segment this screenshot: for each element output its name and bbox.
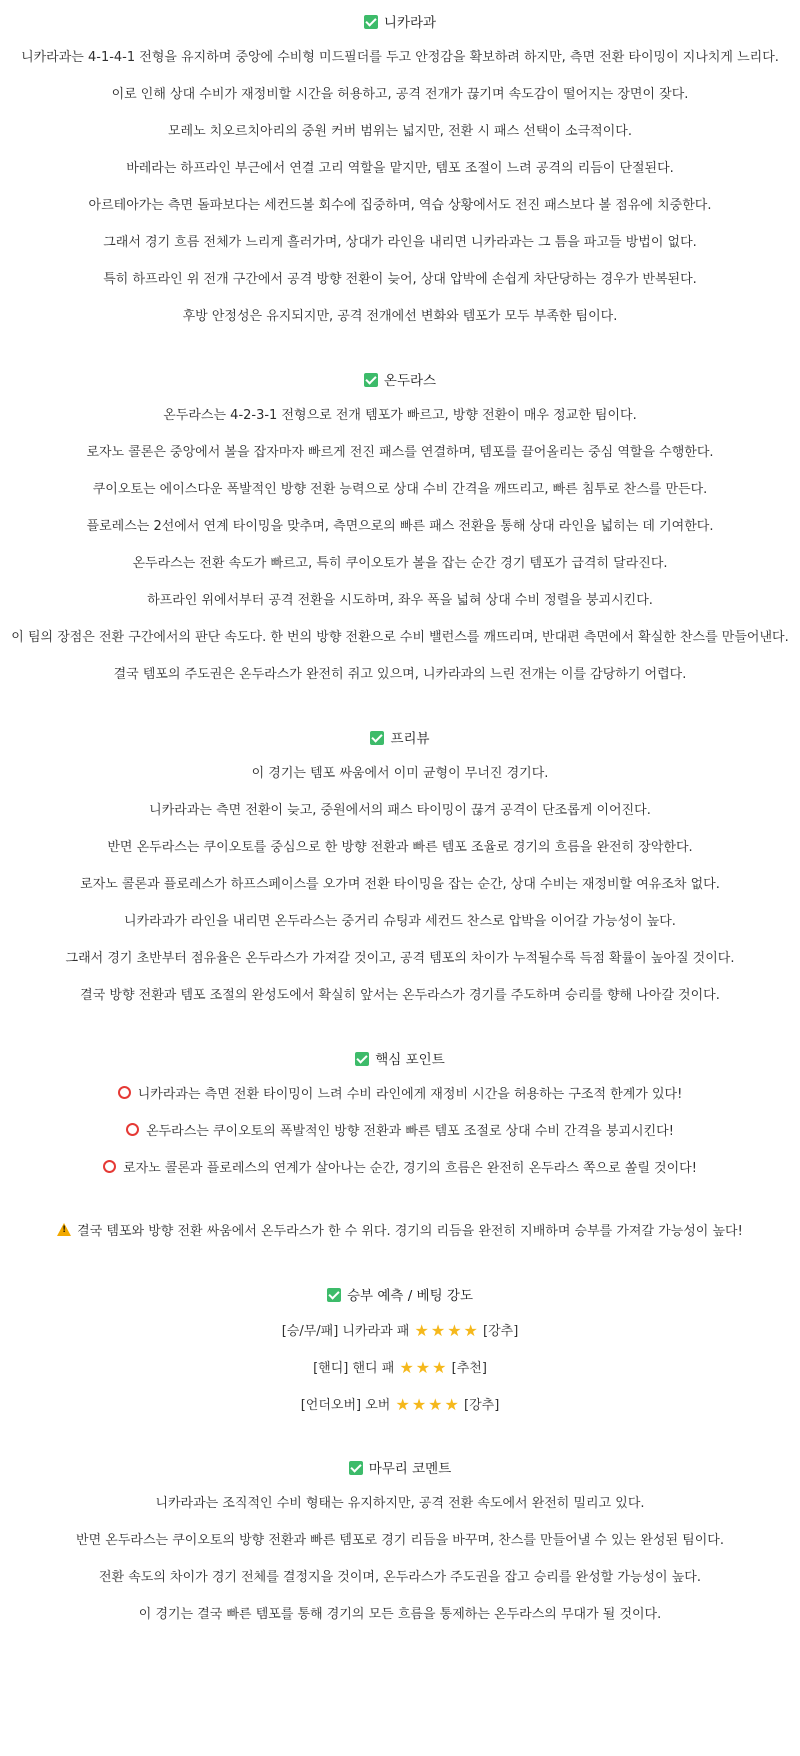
paragraph: 이 팀의 장점은 전환 구간에서의 판단 속도다. 한 번의 방향 전환으로 수비 밸런스를 깨뜨리며, 반대편 측면에서 확실한 찬스를 만들어낸다. (11, 630, 789, 645)
section-heading (10, 12, 790, 34)
check-icon (370, 731, 384, 745)
warning-text: 결국 템포와 방향 전환 싸움에서 온두라스가 한 수 위다. 경기의 리듬을 완전히 지배하며 승부를 가져갈 가능성이 높다! (77, 1224, 743, 1239)
bet-line (10, 1358, 790, 1379)
paragraph: 로자노 콜론과 플로레스가 하프스페이스를 오가며 전환 타이밍을 잡는 순간, 상대 수비는 재정비할 여유조차 없다. (80, 877, 720, 892)
star-icon: ★ (430, 1321, 446, 1340)
paragraph: 쿠이오토는 에이스다운 폭발적인 방향 전환 능력으로 상대 수비 간격을 깨뜨리고, 빠른 침투로 찬스를 만든다. (92, 482, 708, 497)
paragraph: 온두라스는 4-2-3-1 전형으로 전개 템포가 빠르고, 방향 전환이 매우 정교한 팀이다. (163, 408, 637, 423)
section-heading (10, 370, 790, 392)
paragraph: 니카라과는 측면 전환이 늦고, 중원에서의 패스 타이밍이 끊겨 공격이 단조롭게 이어진다. (149, 803, 651, 818)
star-icon: ★ (395, 1395, 410, 1414)
section-title: 니카라과 (383, 15, 437, 31)
paragraph: 니카라과는 조직적인 수비 형태는 유지하지만, 공격 전환 속도에서 완전히 밀리고 있다. (155, 1496, 645, 1511)
key-point-text: 온두라스는 쿠이오토의 폭발적인 방향 전환과 빠른 템포 조절로 상대 수비 간격을 붕괴시킨다! (146, 1124, 674, 1139)
star-rating (414, 1321, 479, 1340)
paragraph: 모레노 치오르치아리의 중원 커버 범위는 넓지만, 전환 시 패스 선택이 소극적이다. (167, 124, 632, 139)
red-circle-icon (103, 1160, 116, 1173)
section-title: 온두라스 (383, 373, 437, 389)
key-point-text: 로자노 콜론과 플로레스의 연계가 살아나는 순간, 경기의 흐름은 완전히 온두라스 쪽으로 쏠릴 것이다! (123, 1161, 697, 1176)
key-point-text: 니카라과는 측면 전환 타이밍이 느려 수비 라인에게 재정비 시간을 허용하는 구조적 한계가 있다! (137, 1087, 683, 1102)
star-icon: ★ (432, 1358, 447, 1377)
star-icon: ★ (444, 1395, 459, 1414)
star-icon: ★ (411, 1395, 427, 1414)
star-rating (398, 1358, 447, 1377)
section-honduras (10, 370, 790, 684)
paragraph: 결국 방향 전환과 템포 조절의 완성도에서 확실히 앞서는 온두라스가 경기를 주도하며 승리를 향해 나아갈 것이다. (80, 988, 720, 1003)
section-key-points (10, 1049, 790, 1178)
paragraph: 후방 안정성은 유지되지만, 공격 전개에선 변화와 템포가 모두 부족한 팀이다. (182, 309, 618, 324)
star-icon: ★ (415, 1358, 431, 1377)
paragraph: 플로레스는 2선에서 연계 타이밍을 맞추며, 측면으로의 빠른 패스 전환을 통해 상대 라인을 넓히는 데 기여한다. (86, 519, 714, 534)
star-icon: ★ (428, 1395, 443, 1414)
star-icon: ★ (447, 1321, 462, 1340)
star-rating (394, 1395, 459, 1414)
key-point-item (10, 1159, 790, 1178)
key-point-item (10, 1122, 790, 1141)
section-betting (10, 1285, 790, 1416)
check-icon (327, 1288, 341, 1302)
star-icon: ★ (399, 1358, 414, 1377)
bet-line (10, 1321, 790, 1342)
paragraph: 반면 온두라스는 쿠이오토를 중심으로 한 방향 전환과 빠른 템포 조율로 경기의 흐름을 완전히 장악한다. (107, 840, 693, 855)
bet-prefix: [핸디] 핸디 패 (313, 1361, 395, 1376)
warning-icon (57, 1223, 71, 1236)
section-nicaragua (10, 12, 790, 326)
check-icon (364, 15, 378, 29)
section-heading (10, 1049, 790, 1071)
paragraph: 아르테아가는 측면 돌파보다는 세컨드볼 회수에 집중하며, 역습 상황에서도 전진 패스보다 볼 점유에 치중한다. (88, 198, 712, 213)
paragraph: 니카라과가 라인을 내리면 온두라스는 중거리 슈팅과 세컨드 찬스로 압박을 이어갈 가능성이 높다. (124, 914, 676, 929)
section-title: 프리뷰 (390, 731, 430, 747)
bet-suffix: [강추] (464, 1398, 500, 1413)
section-closing (10, 1458, 790, 1624)
paragraph: 그래서 경기 초반부터 점유율은 온두라스가 가져갈 것이고, 공격 템포의 차이가 누적될수록 득점 확률이 높아질 것이다. (65, 951, 735, 966)
paragraph: 결국 템포의 주도권은 온두라스가 완전히 쥐고 있으며, 니카라과의 느린 전개는 이를 감당하기 어렵다. (113, 667, 687, 682)
check-icon (355, 1052, 369, 1066)
paragraph: 특히 하프라인 위 전개 구간에서 공격 방향 전환이 늦어, 상대 압박에 손쉽게 차단당하는 경우가 반복된다. (103, 272, 697, 287)
section-title: 승부 예측 / 베팅 강도 (346, 1288, 474, 1304)
paragraph: 하프라인 위에서부터 공격 전환을 시도하며, 좌우 폭을 넓혀 상대 수비 정렬을 붕괴시킨다. (147, 593, 653, 608)
section-preview (10, 728, 790, 1005)
star-icon: ★ (414, 1321, 429, 1340)
bet-prefix: [승/무/패] 니카라과 패 (281, 1324, 410, 1339)
bet-prefix: [언더오버] 오버 (300, 1398, 391, 1413)
red-circle-icon (126, 1123, 139, 1136)
bet-line (10, 1395, 790, 1416)
paragraph: 이로 인해 상대 수비가 재정비할 시간을 허용하고, 공격 전개가 끊기며 속도감이 떨어지는 장면이 잦다. (111, 87, 689, 102)
paragraph: 그래서 경기 흐름 전체가 느리게 흘러가며, 상대가 라인을 내리면 니카라과는 그 틈을 파고들 방법이 없다. (103, 235, 697, 250)
section-heading (10, 1285, 790, 1307)
paragraph: 이 경기는 결국 빠른 템포를 통해 경기의 모든 흐름을 통제하는 온두라스의 무대가 될 것이다. (138, 1607, 662, 1622)
red-circle-icon (118, 1086, 131, 1099)
check-icon (349, 1461, 363, 1475)
paragraph: 온두라스는 전환 속도가 빠르고, 특히 쿠이오토가 볼을 잡는 순간 경기 템포가 급격히 달라진다. (132, 556, 668, 571)
paragraph: 바레라는 하프라인 부근에서 연결 고리 역할을 맡지만, 템포 조절이 느려 공격의 리듬이 단절된다. (126, 161, 674, 176)
key-point-item (10, 1085, 790, 1104)
paragraph: 전환 속도의 차이가 경기 전체를 결정지을 것이며, 온두라스가 주도권을 잡고 승리를 완성할 가능성이 높다. (99, 1570, 701, 1585)
bet-suffix: [추천] (451, 1361, 487, 1376)
warning-line (10, 1222, 790, 1241)
section-title: 핵심 포인트 (375, 1052, 445, 1068)
paragraph: 니카라과는 4-1-4-1 전형을 유지하며 중앙에 수비형 미드필더를 두고 안정감을 확보하려 하지만, 측면 전환 타이밍이 지나치게 느리다. (21, 50, 779, 65)
section-title: 마무리 코멘트 (368, 1461, 452, 1477)
paragraph: 반면 온두라스는 쿠이오토의 방향 전환과 빠른 템포로 경기 리듬을 바꾸며, 찬스를 만들어낼 수 있는 완성된 팀이다. (76, 1533, 724, 1548)
star-icon: ★ (463, 1321, 478, 1340)
section-heading (10, 1458, 790, 1480)
section-heading (10, 728, 790, 750)
check-icon (364, 373, 378, 387)
bet-suffix: [강추] (483, 1324, 519, 1339)
paragraph: 이 경기는 템포 싸움에서 이미 균형이 무너진 경기다. (251, 766, 549, 781)
paragraph: 로자노 콜론은 중앙에서 볼을 잡자마자 빠르게 전진 패스를 연결하며, 템포를 끌어올리는 중심 역할을 수행한다. (86, 445, 714, 460)
